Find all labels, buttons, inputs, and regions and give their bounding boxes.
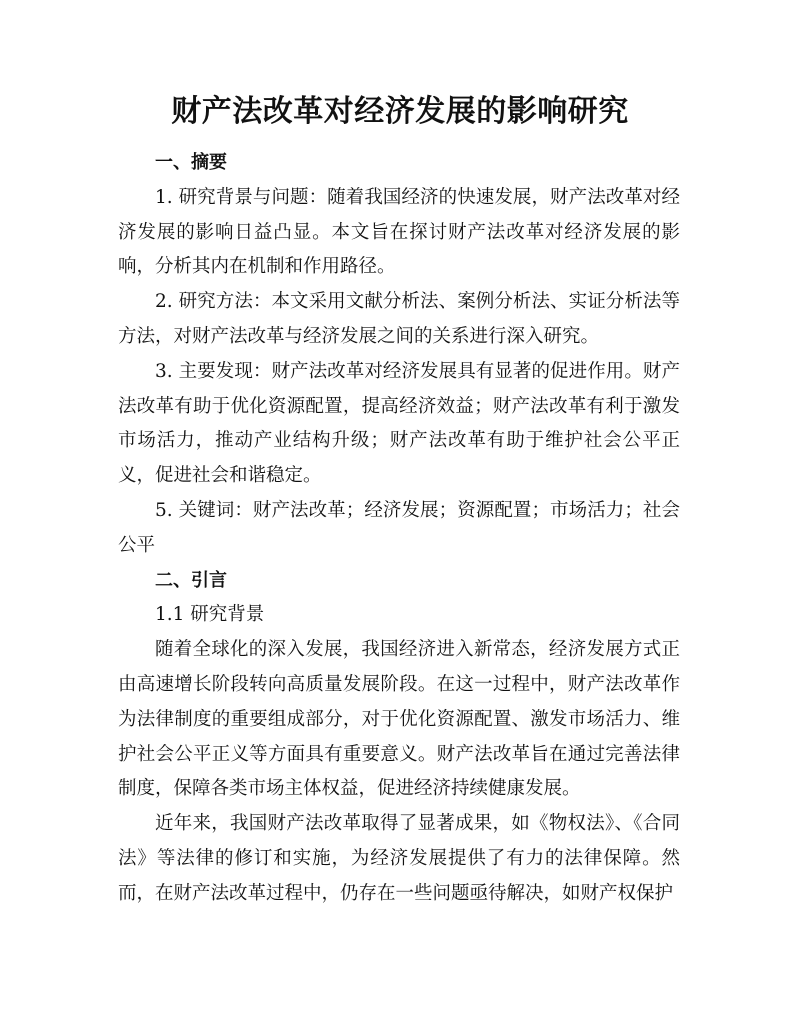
paragraph-research-methods: 2. 研究方法：本文采用文献分析法、案例分析法、实证分析法等方法，对财产法改革与经济发展之间的关系进行深入研究。 [118, 291, 680, 347]
paragraph-research-background: 1. 研究背景与问题：随着我国经济的快速发展，财产法改革对经济发展的影响日益凸显。本文旨在探讨财产法改革对经济发展的影响，分析其内在机制和作用路径。 [118, 186, 680, 278]
paragraph-keywords: 5. 关键词：财产法改革；经济发展；资源配置；市场活力；社会公平 [118, 499, 680, 556]
section-heading-introduction: 二、引言 [155, 569, 227, 591]
section-heading-abstract: 一、摘要 [155, 152, 227, 173]
document-body [118, 146, 680, 912]
paragraph-main-findings: 3. 主要发现：财产法改革对经济发展具有显著的促进作用。财产法改革有助于优化资源配置，提高经济效益；财产法改革有利于激发市场活力，推动产业结构升级；财产法改革有助于维护社会公平正义，促进社会和谐稳定。 [118, 360, 680, 487]
document-title: 财产法改革对经济发展的影响研究 [171, 94, 629, 129]
paragraph-intro-1: 随着全球化的深入发展，我国经济进入新常态，经济发展方式正由高速增长阶段转向高质量发展阶段。在这一过程中，财产法改革作为法律制度的重要组成部分，对于优化资源配置、激发市场活力、维护社会公平正义等方面具有重要意义。财产法改革旨在通过完善法律制度，保障各类市场主体权益，促进经济持续健康发展。 [118, 639, 680, 800]
paragraph-intro-2: 近年来，我国财产法改革取得了显著成果，如《物权法》、《合同法》等法律的修订和实施，为经济发展提供了有力的法律保障。然而，在财产法改革过程中，仍存在一些问题亟待解决，如财产权保护 [118, 813, 680, 904]
subsection-heading-background: 1.1 研究背景 [155, 604, 265, 626]
